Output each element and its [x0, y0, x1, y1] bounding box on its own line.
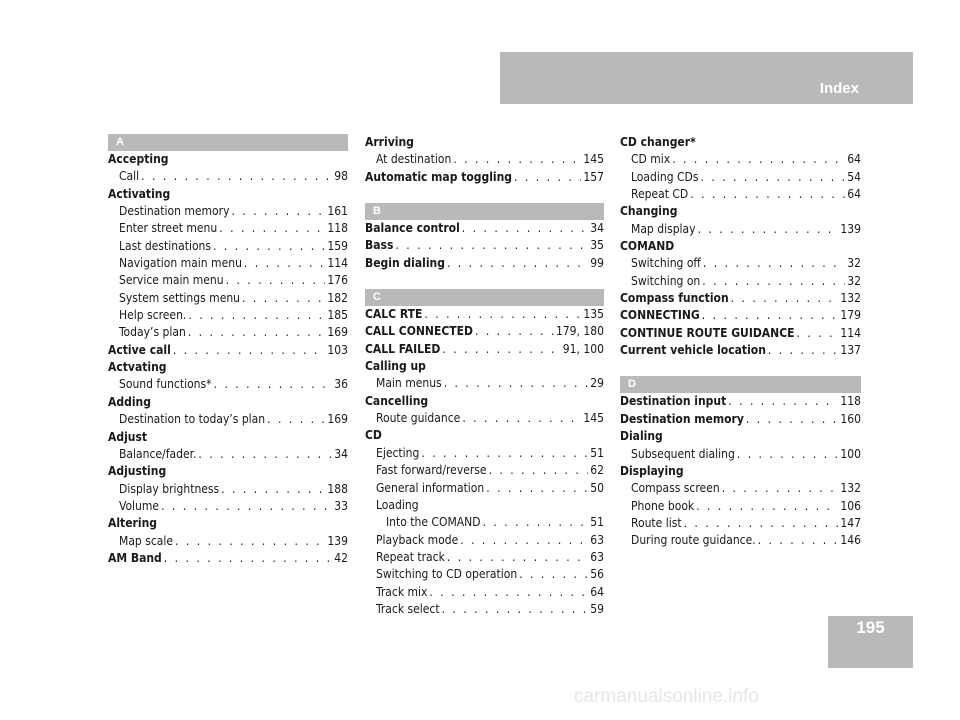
dot-leader — [198, 446, 332, 463]
index-entry-term: Switching to CD operation — [376, 567, 518, 582]
index-entry-page: 42 — [334, 550, 348, 565]
dot-leader — [684, 515, 839, 532]
index-entry-page: 56 — [590, 567, 604, 582]
index-entry-term: Active call — [108, 342, 171, 357]
index-entry — [365, 427, 604, 444]
index-entry-term: Accepting — [108, 152, 169, 166]
dot-leader — [703, 255, 845, 272]
index-entry — [108, 446, 348, 463]
index-entry-page: 182 — [327, 290, 348, 305]
index-entry — [108, 429, 348, 446]
dot-leader — [173, 342, 326, 359]
index-entry — [108, 203, 348, 220]
index-entry-term: Bass — [365, 238, 394, 253]
index-entry — [365, 375, 604, 392]
dot-leader — [221, 481, 325, 498]
index-entry — [108, 168, 348, 185]
index-entry-term: Route list — [631, 515, 682, 530]
index-entry — [365, 134, 604, 151]
dot-leader — [690, 186, 845, 203]
index-entry-term: Playback mode — [376, 532, 459, 547]
dot-leader — [768, 342, 839, 359]
dot-leader — [696, 498, 838, 515]
dot-leader — [442, 341, 560, 358]
index-entry — [620, 411, 861, 428]
index-entry — [620, 290, 861, 307]
index-entry-page: 157 — [583, 169, 604, 184]
index-entry — [365, 341, 604, 358]
index-entry — [365, 584, 604, 601]
index-entry-page: 98 — [334, 169, 348, 184]
index-entry-page: 34 — [590, 221, 604, 236]
index-entry — [108, 411, 348, 428]
index-entry-term: Destination input — [620, 394, 727, 409]
section-gap — [365, 272, 604, 289]
index-entry — [108, 342, 348, 359]
index-entry-term: Loading CDs — [631, 169, 699, 184]
index-entry — [365, 480, 604, 497]
index-entry-term: COMAND — [620, 239, 675, 254]
index-entry-term: Current vehicle location — [620, 343, 766, 358]
section-gap — [620, 359, 861, 376]
index-entry-page: 169 — [327, 325, 348, 340]
section-header-d: D — [620, 376, 861, 393]
index-entry — [620, 238, 861, 255]
index-entry-term: Altering — [108, 516, 157, 531]
index-entry-term: Map scale — [119, 533, 174, 548]
dot-leader — [424, 306, 581, 323]
index-entry-term: Begin dialing — [365, 255, 445, 270]
index-entry-page: 32 — [847, 256, 861, 271]
index-entry — [620, 151, 861, 168]
index-entry — [108, 272, 348, 289]
index-entry-page: 54 — [847, 169, 861, 184]
index-entry-page: 64 — [590, 584, 604, 599]
index-entry-page: 169 — [327, 412, 348, 427]
index-entry-page: 139 — [327, 533, 348, 548]
index-entry-page: 34 — [334, 446, 348, 461]
index-entry — [365, 497, 604, 514]
index-entry — [365, 358, 604, 375]
index-entry-term: CONNECTING — [620, 308, 700, 323]
dot-leader — [702, 307, 839, 324]
index-entry — [620, 186, 861, 203]
index-entry-term: Switching on — [631, 273, 701, 288]
dot-leader — [421, 445, 588, 462]
index-entry-term: Compass function — [620, 291, 729, 306]
index-entry-term: Cancelling — [365, 393, 429, 408]
dot-leader — [242, 290, 325, 307]
index-entry-term: Repeat track — [376, 549, 445, 564]
index-entry-page: 145 — [583, 152, 604, 167]
index-entry — [108, 220, 348, 237]
index-entry-term: Subsequent dialing — [631, 446, 735, 461]
dot-leader — [731, 290, 839, 307]
dot-leader — [486, 480, 588, 497]
dot-leader — [453, 151, 581, 168]
dot-leader — [444, 375, 589, 392]
index-entry — [108, 498, 348, 515]
index-column-3 — [620, 134, 861, 550]
index-entry — [620, 134, 861, 151]
index-entry — [620, 446, 861, 463]
index-entry-term: Activating — [108, 186, 171, 201]
index-entry-term: Actvating — [108, 360, 167, 375]
section-header-b: B — [365, 203, 604, 220]
dot-leader — [514, 169, 581, 186]
dot-leader — [489, 462, 589, 479]
index-entry-term: Compass screen — [631, 481, 720, 496]
index-entry-page: 100 — [840, 446, 861, 461]
index-entry-page: 62 — [590, 463, 604, 478]
dot-leader — [728, 393, 838, 410]
index-entry — [108, 186, 348, 203]
index-entry-term: Call — [119, 169, 140, 184]
index-entry — [108, 255, 348, 272]
index-entry-page: 114 — [840, 325, 861, 340]
dot-leader — [429, 584, 588, 601]
index-entry-page: 64 — [847, 152, 861, 167]
index-entry-term: Repeat CD — [631, 187, 689, 202]
dot-leader — [188, 324, 326, 341]
index-entry — [620, 221, 861, 238]
watermark: carmanualsonline.info — [574, 686, 759, 707]
index-entry-page: 139 — [840, 221, 861, 236]
index-entry-term: AM Band — [108, 550, 162, 565]
index-entry-term: CALL CONNECTED — [365, 324, 473, 339]
index-entry — [620, 532, 861, 549]
dot-leader — [737, 446, 839, 463]
index-entry-term: System settings menu — [119, 290, 241, 305]
index-entry-page: 29 — [590, 376, 604, 391]
index-entry-page: 179 — [840, 308, 861, 323]
dot-leader — [244, 255, 325, 272]
index-entry-page: 160 — [840, 411, 861, 426]
index-entry-term: Destination memory — [620, 411, 744, 426]
index-entry — [108, 324, 348, 341]
dot-leader — [447, 549, 588, 566]
index-entry-page: 36 — [334, 377, 348, 392]
index-entry-page: 118 — [327, 221, 348, 236]
dot-leader — [164, 550, 332, 567]
index-entry — [365, 255, 604, 272]
index-entry-term: Adding — [108, 394, 151, 409]
dot-leader — [702, 273, 845, 290]
index-entry — [365, 323, 604, 340]
dot-leader — [475, 323, 554, 340]
index-entry-term: CD — [365, 428, 382, 443]
index-entry — [108, 463, 348, 480]
dot-leader — [483, 514, 589, 531]
index-entry — [365, 237, 604, 254]
dot-leader — [758, 532, 839, 549]
dot-leader — [188, 307, 325, 324]
index-entry — [620, 515, 861, 532]
dot-leader — [141, 168, 332, 185]
index-entry-page: 137 — [840, 343, 861, 358]
index-entry-term: Track mix — [376, 584, 428, 599]
index-entry — [365, 532, 604, 549]
index-entry-term: Display brightness — [119, 481, 220, 496]
index-entry-term: Sound functions* — [119, 377, 212, 392]
index-entry — [620, 428, 861, 445]
index-entry-page: 51 — [590, 445, 604, 460]
index-entry-term: Today’s plan — [119, 325, 186, 340]
dot-leader — [395, 237, 588, 254]
index-entry-term: Last destinations — [119, 238, 212, 253]
section-header-a: A — [108, 134, 348, 151]
index-entry — [620, 273, 861, 290]
index-entry-page: 64 — [847, 187, 861, 202]
index-entry-page: 50 — [590, 480, 604, 495]
index-entry-term: Balance/fader. — [119, 446, 197, 461]
index-entry-page: 176 — [327, 273, 348, 288]
index-entry-page: 32 — [847, 273, 861, 288]
index-entry-term: Enter street menu — [119, 221, 218, 236]
index-entry-page: 63 — [590, 549, 604, 564]
index-column-1 — [108, 134, 348, 567]
index-entry-page: 103 — [327, 342, 348, 357]
index-entry-page: 118 — [840, 394, 861, 409]
dot-leader — [214, 376, 333, 393]
index-entry — [108, 376, 348, 393]
index-entry-page: 179, 180 — [555, 324, 604, 339]
index-entry-page: 145 — [583, 411, 604, 426]
page-title: Index — [819, 80, 859, 97]
index-entry-term: Dialing — [620, 429, 663, 444]
index-entry-page: 63 — [590, 532, 604, 547]
dot-leader — [519, 566, 588, 583]
dot-leader — [161, 498, 332, 515]
dot-leader — [442, 601, 589, 618]
index-entry — [365, 601, 604, 618]
index-entry-term: CD changer* — [620, 135, 696, 149]
index-entry-term: Adjust — [108, 429, 148, 444]
dot-leader — [231, 203, 325, 220]
section-header-c: C — [365, 289, 604, 306]
dot-leader — [460, 532, 588, 549]
index-entry — [620, 480, 861, 497]
index-entry-page: 51 — [590, 515, 604, 530]
index-entry-term: Volume — [119, 498, 160, 513]
index-entry-page: 146 — [840, 533, 861, 548]
index-entry-term: Adjusting — [108, 464, 167, 479]
index-entry-term: General information — [376, 480, 485, 495]
index-entry — [365, 445, 604, 462]
index-entry-page: 185 — [327, 308, 348, 323]
index-entry-page: 33 — [334, 498, 348, 513]
index-entry — [108, 359, 348, 376]
index-entry-term: Displaying — [620, 463, 684, 478]
index-entry — [620, 463, 861, 480]
index-entry — [108, 550, 348, 567]
header-bar — [500, 52, 913, 104]
index-entry — [365, 549, 604, 566]
index-entry — [620, 342, 861, 359]
index-entry — [108, 290, 348, 307]
dot-leader — [213, 238, 325, 255]
dot-leader — [219, 220, 325, 237]
index-entry — [108, 515, 348, 532]
index-entry-page: 147 — [840, 515, 861, 530]
index-entry-term: Phone book — [631, 498, 695, 513]
dot-leader — [698, 221, 839, 238]
index-entry-term: Track select — [376, 601, 440, 616]
index-entry-term: At destination — [376, 152, 452, 167]
index-entry-term: Help screen. — [119, 308, 187, 323]
dot-leader — [267, 411, 325, 428]
dot-leader — [722, 480, 839, 497]
index-entry-page: 132 — [840, 481, 861, 496]
dot-leader — [746, 411, 839, 428]
index-entry-page: 132 — [840, 291, 861, 306]
index-entry — [365, 169, 604, 186]
index-entry — [108, 533, 348, 550]
index-entry — [108, 151, 348, 168]
index-entry-page: 59 — [590, 601, 604, 616]
index-entry-page: 106 — [840, 498, 861, 513]
dot-leader — [226, 272, 326, 289]
index-entry-term: Calling up — [365, 359, 426, 374]
index-entry-page: 135 — [583, 307, 604, 322]
index-entry — [108, 481, 348, 498]
index-entry-term: During route guidance. — [631, 533, 756, 548]
index-entry — [620, 169, 861, 186]
dot-leader — [462, 220, 589, 237]
index-entry — [108, 307, 348, 324]
index-entry-page: 35 — [590, 238, 604, 253]
index-entry — [620, 307, 861, 324]
index-entry-term: Switching off — [631, 256, 701, 271]
dot-leader — [672, 151, 845, 168]
index-entry-term: Map display — [631, 221, 696, 236]
dot-leader — [700, 169, 845, 186]
index-entry — [365, 410, 604, 427]
index-entry — [620, 498, 861, 515]
index-entry-term: Route guidance — [376, 411, 461, 426]
dot-leader — [447, 255, 588, 272]
index-entry-page: 114 — [327, 256, 348, 271]
index-entry-page: 188 — [327, 481, 348, 496]
index-entry-term: Navigation main menu — [119, 256, 242, 271]
index-entry — [365, 566, 604, 583]
index-entry-term: Destination to today’s plan — [119, 412, 266, 427]
index-entry — [620, 393, 861, 410]
dot-leader — [797, 325, 839, 342]
index-entry — [365, 306, 604, 323]
index-entry — [365, 462, 604, 479]
index-entry-page: 161 — [327, 204, 348, 219]
index-entry — [620, 325, 861, 342]
index-entry-term: CD mix — [631, 152, 671, 167]
index-entry-term: Loading — [376, 497, 419, 512]
page-number: 195 — [856, 618, 885, 637]
index-entry-term: Destination memory — [119, 204, 230, 219]
index-entry-page: 99 — [590, 255, 604, 270]
index-entry — [620, 255, 861, 272]
page-number-box — [828, 616, 913, 668]
index-entry — [108, 394, 348, 411]
index-entry-page: 159 — [327, 238, 348, 253]
index-entry — [365, 393, 604, 410]
index-entry-term: Automatic map toggling — [365, 169, 513, 184]
index-entry-term: CONTINUE ROUTE GUIDANCE — [620, 325, 795, 340]
index-entry-term: Service main menu — [119, 273, 224, 288]
index-entry-page: 91, 100 — [562, 341, 604, 356]
index-entry — [365, 151, 604, 168]
index-entry-term: CALC RTE — [365, 307, 423, 322]
index-entry-term: Into the COMAND — [386, 515, 481, 530]
index-entry — [365, 514, 604, 531]
index-entry — [365, 220, 604, 237]
dot-leader — [462, 410, 581, 427]
index-entry-term: Main menus — [376, 376, 442, 391]
index-entry — [620, 203, 861, 220]
index-column-2 — [365, 134, 604, 618]
index-entry-term: Ejecting — [376, 445, 420, 460]
index-entry-term: Fast forward/reverse — [376, 463, 487, 478]
index-entry-term: Changing — [620, 204, 678, 219]
index-entry — [108, 238, 348, 255]
dot-leader — [175, 533, 325, 550]
section-gap — [365, 186, 604, 203]
index-entry-term: Arriving — [365, 135, 414, 149]
index-entry-term: Balance control — [365, 221, 460, 236]
index-entry-term: CALL FAILED — [365, 341, 441, 356]
